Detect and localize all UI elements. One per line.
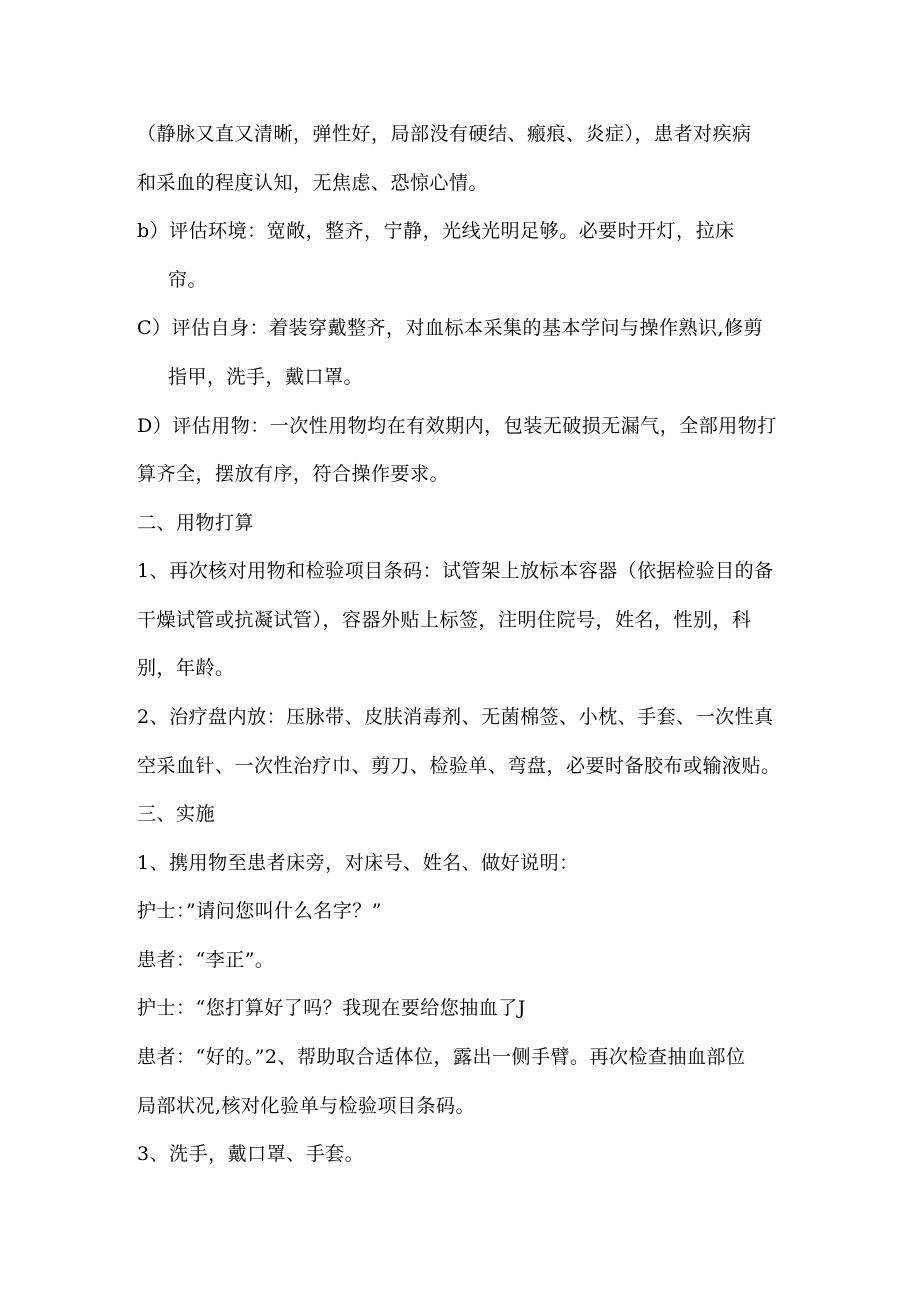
paragraph-line: b）评估环境：宽敞，整齐，宁静，光线光明足够。必要时开灯，拉床 <box>137 220 735 242</box>
paragraph-line: 指甲，洗手，戴口罩。 <box>168 366 364 388</box>
paragraph-line: 和采血的程度认知，无焦虑、恐惊心情。 <box>137 172 489 194</box>
dialogue-line: 护士：”请问您叫什么名字？” <box>137 900 382 922</box>
paragraph-line: 1、再次核对用物和检验项目条码：试管架上放标本容器（依据检验目的备 <box>137 560 774 582</box>
paragraph-line: 局部状况,核对化验单与检验项目条码。 <box>137 1095 476 1117</box>
paragraph-line: 空采血针、一次性治疗巾、剪刀、检验单、弯盘，必要时备胶布或输液贴。 <box>137 755 781 777</box>
paragraph-line: 别，年龄。 <box>137 657 235 679</box>
paragraph-line: D）评估用物：一次性用物均在有效期内，包装无破损无漏气，全部用物打 <box>137 415 777 437</box>
dialogue-line: 患者：“好的。”2、帮助取合适体位，露出一侧手臂。再次检查抽血部位 <box>137 1046 746 1068</box>
paragraph-line: 2、治疗盘内放：压脉带、皮肤消毒剂、无菌棉签、小枕、手套、一次性真 <box>137 706 774 728</box>
dialogue-line: 患者：“李正”。 <box>137 949 275 971</box>
paragraph-line: 算齐全，摆放有序，符合操作要求。 <box>137 463 450 485</box>
section-heading: 二、用物打算 <box>137 512 255 534</box>
section-heading: 三、实施 <box>137 803 216 825</box>
paragraph-line: 1、携用物至患者床旁，对床号、姓名、做好说明： <box>137 852 579 874</box>
paragraph-line: （静脉又直又清晰，弹性好，局部没有硬结、瘢痕、炎症），患者对疾病 <box>137 123 752 145</box>
paragraph-line: 帘。 <box>168 269 208 291</box>
paragraph-line: C）评估自身：着装穿戴整齐，对血标本采集的基本学问与操作熟识,修剪 <box>137 317 764 339</box>
paragraph-line: 3、洗手，戴口罩、手套。 <box>137 1143 365 1165</box>
paragraph-line: 干燥试管或抗凝试管），容器外贴上标签，注明住院号，姓名，性别，科 <box>137 609 752 631</box>
dialogue-line: 护士：“您打算好了吗？我现在要给您抽血了J <box>137 997 526 1019</box>
